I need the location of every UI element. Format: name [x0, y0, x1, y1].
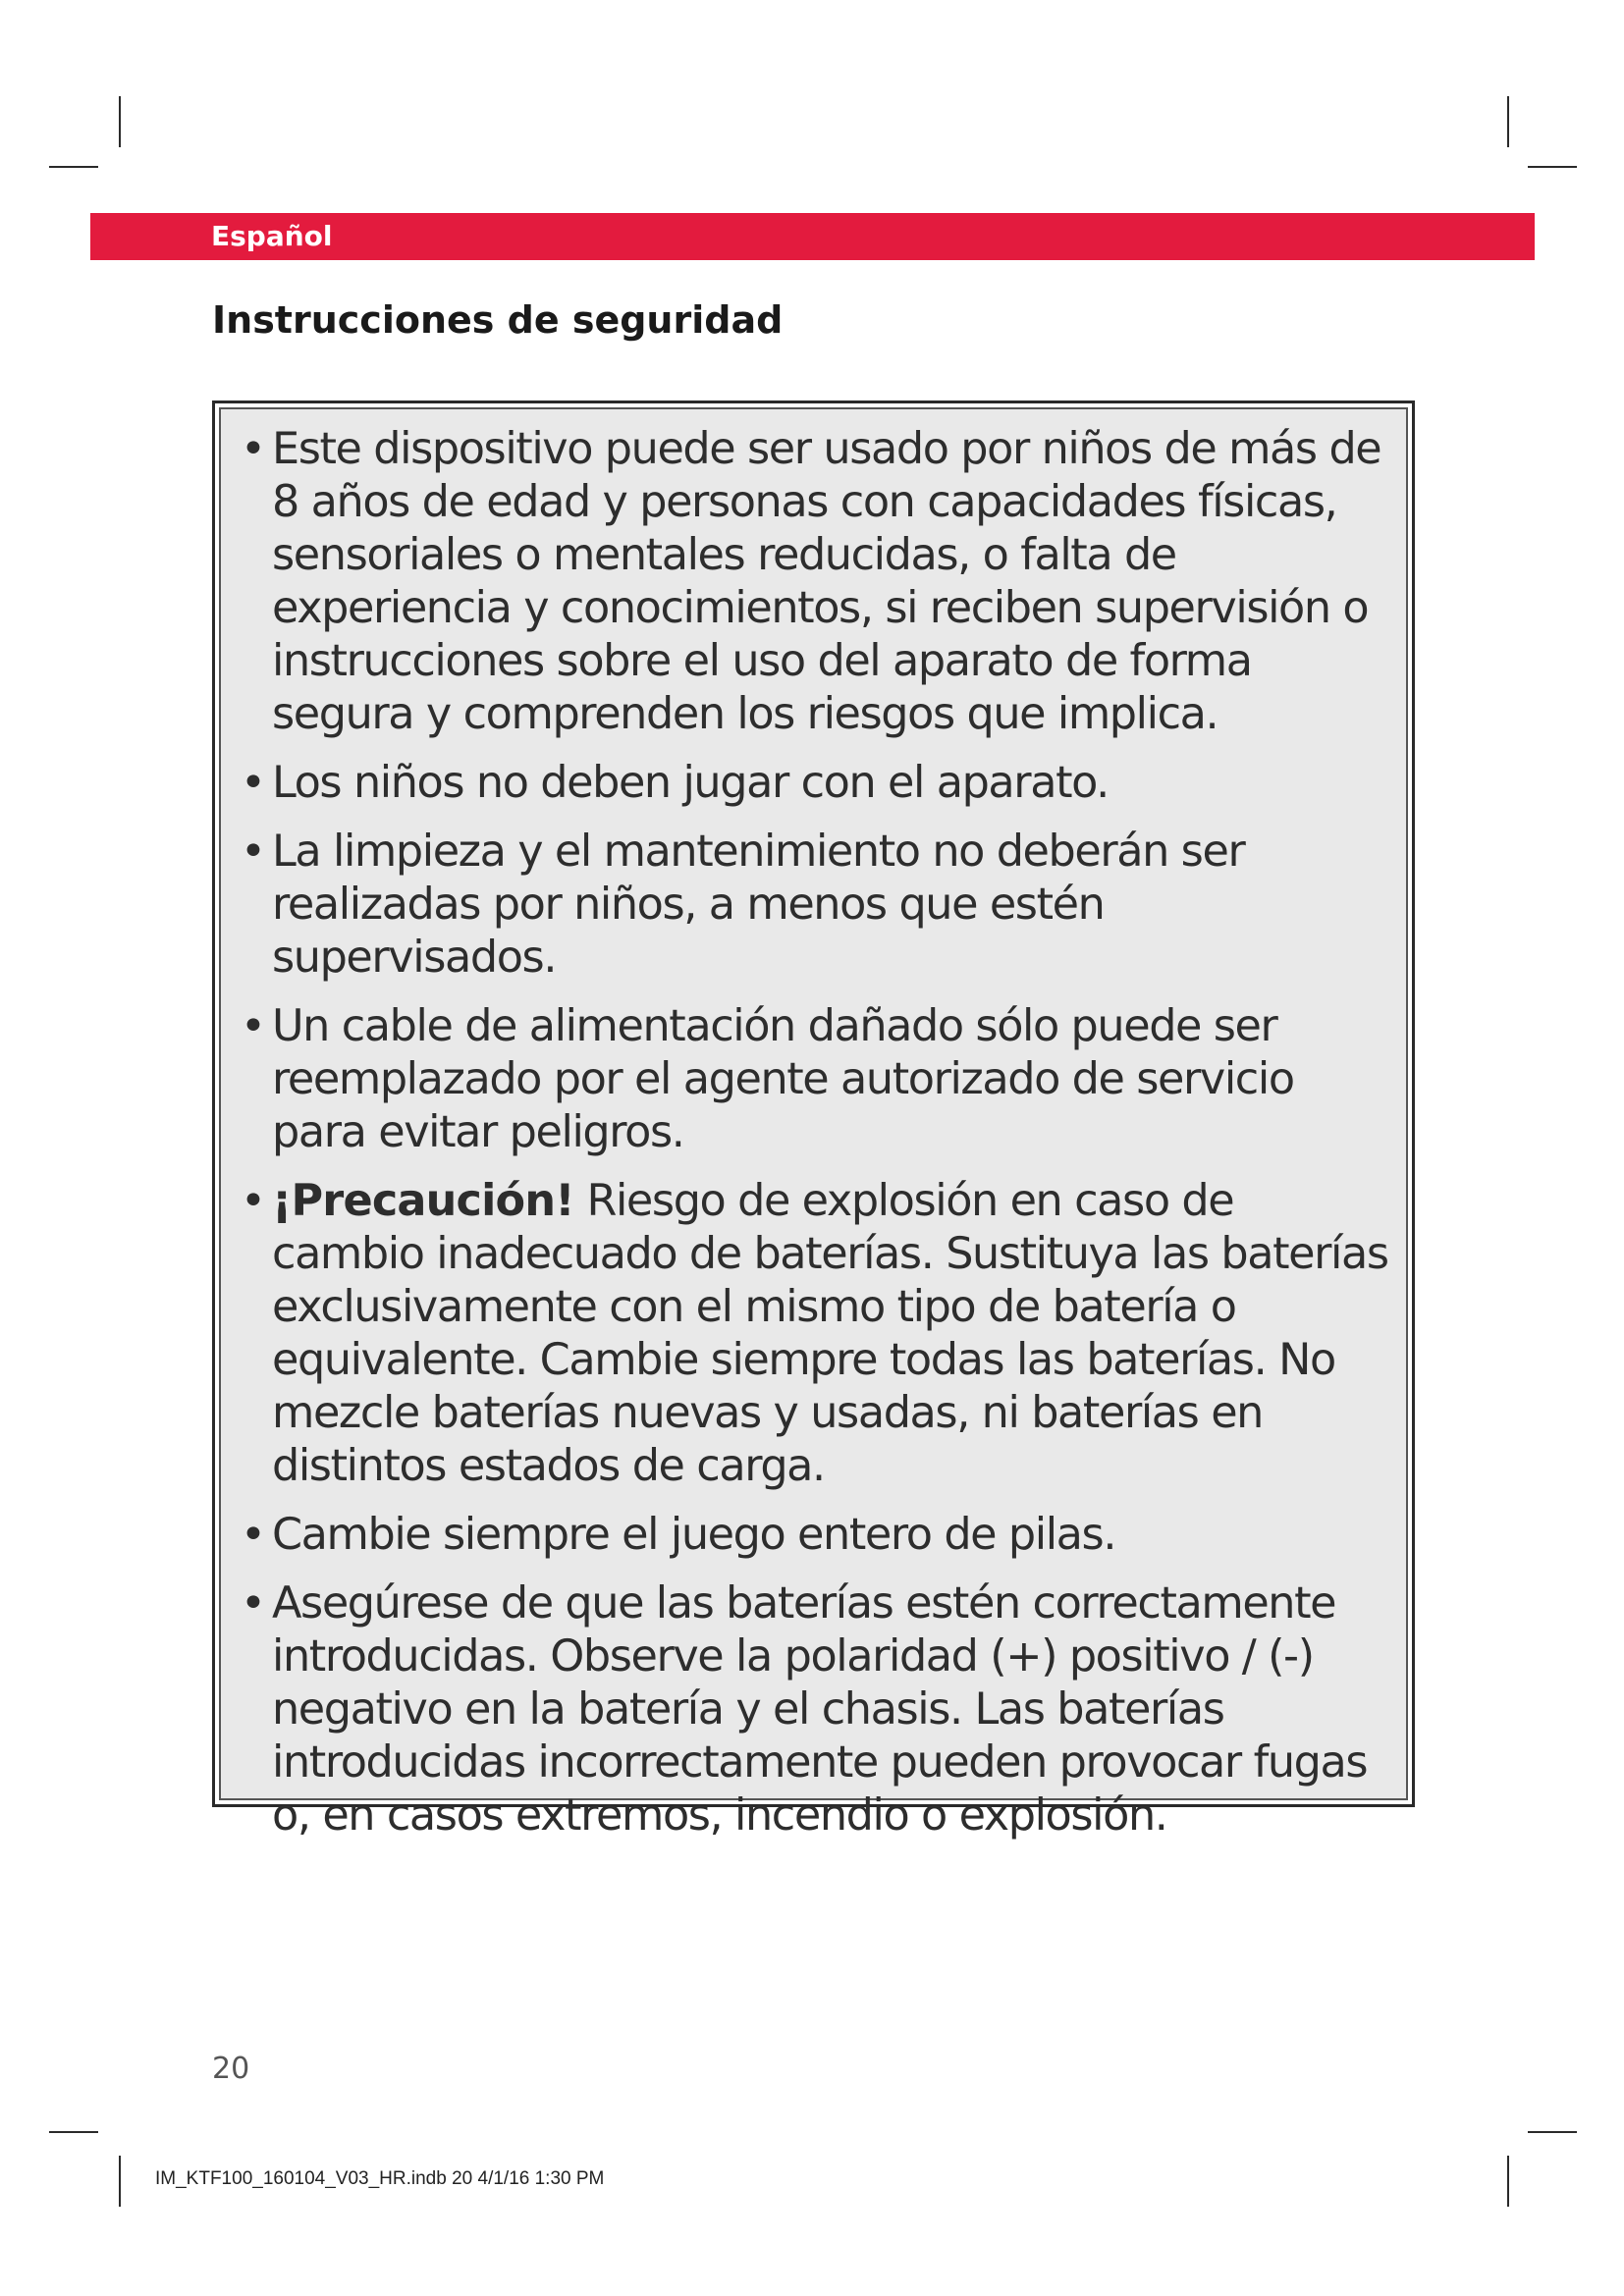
safety-item — [241, 1509, 1396, 1562]
safety-item-text: La limpieza y el mantenimiento no deberán ser realizadas por niños, a menos que estén supervisados. — [272, 827, 1245, 983]
safety-warning-panel — [219, 407, 1408, 1841]
crop-mark — [119, 2156, 121, 2207]
safety-list — [241, 423, 1396, 1842]
safety-item-text: Asegúrese de que las baterías estén correctamente introducidas. Observe la polaridad (+) positivo / (-) negativo en la batería y el chasis. Las baterías introducidas incorrectamente pueden provocar fugas o, en casos extremos, incendio o explosión. — [272, 1578, 1368, 1841]
safety-item — [241, 1000, 1396, 1159]
crop-mark — [119, 96, 121, 147]
safety-item-text: Este dispositivo puede ser usado por niños de más de 8 años de edad y personas con capacidades físicas, sensoriales o mentales reducidas, o falta de experiencia y conocimientos, si reciben supervisión o instrucciones sobre el uso del aparato de forma segura y comprenden los riesgos que implica. — [272, 424, 1381, 739]
bullet-icon: • — [241, 1578, 265, 1629]
safety-item — [241, 1175, 1396, 1493]
print-slug: IM_KTF100_160104_V03_HR.indb 20 4/1/16 1:30 PM — [155, 2168, 605, 2189]
safety-item-text: Riesgo de explosión en caso de cambio inadecuado de baterías. Sustituya las baterías exclusivamente con el mismo tipo de batería o equivalente. Cambie siempre todas las baterías. No mezcle baterías nuevas y usadas, ni baterías en distintos estados de carga. — [272, 1176, 1388, 1491]
page-number: 20 — [212, 2052, 250, 2086]
safety-item — [241, 826, 1396, 985]
language-bar — [90, 213, 1535, 260]
bullet-icon: • — [241, 424, 265, 474]
section-title: Instrucciones de seguridad — [212, 298, 784, 342]
safety-item-text: Los niños no deben jugar con el aparato. — [272, 758, 1109, 808]
crop-mark — [1528, 2131, 1577, 2133]
language-label: Español — [211, 220, 333, 252]
safety-item-text: Cambie siempre el juego entero de pilas. — [272, 1510, 1116, 1560]
crop-mark — [1528, 166, 1577, 168]
safety-item-text: Un cable de alimentación dañado sólo puede ser reemplazado por el agente autorizado de servicio para evitar peligros. — [272, 1001, 1294, 1157]
crop-mark — [1507, 96, 1509, 147]
safety-item — [241, 1577, 1396, 1842]
bullet-icon: • — [241, 1510, 265, 1560]
safety-item — [241, 423, 1396, 741]
bullet-icon: • — [241, 1001, 265, 1051]
safety-warning-box — [212, 400, 1415, 1841]
bullet-icon: • — [241, 758, 265, 808]
bullet-icon: • — [241, 1176, 265, 1226]
crop-mark — [49, 166, 98, 168]
crop-mark — [1507, 2156, 1509, 2207]
caution-label: ¡Precaución! — [272, 1176, 574, 1226]
bullet-icon: • — [241, 827, 265, 877]
safety-item — [241, 757, 1396, 810]
crop-mark — [49, 2131, 98, 2133]
